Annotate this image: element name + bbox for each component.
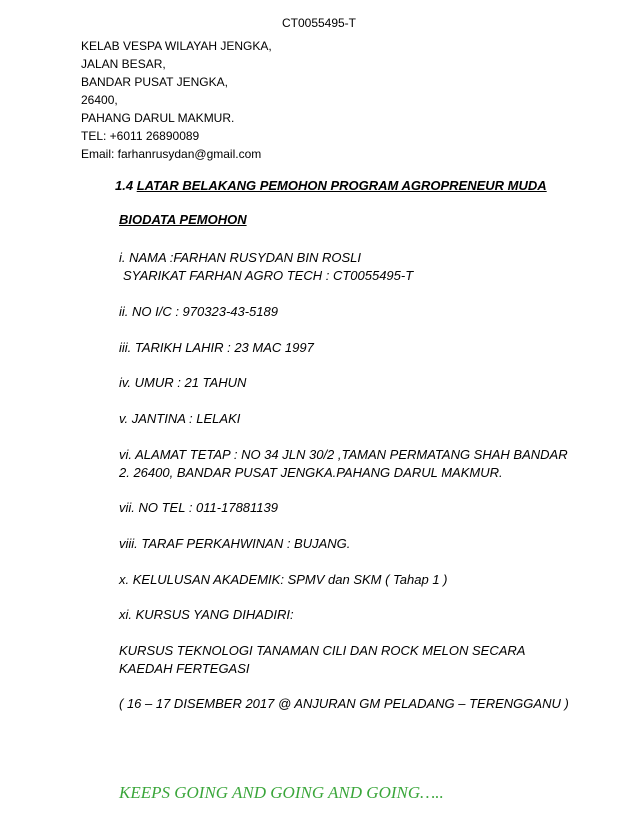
section-heading bbox=[115, 178, 547, 193]
section-title: LATAR BELAKANG PEMOHON PROGRAM AGROPRENEUR MUDA bbox=[136, 178, 547, 193]
footer-slogan: KEEPS GOING AND GOING AND GOING….. bbox=[119, 783, 444, 802]
course-line: KAEDAH FERTEGASI bbox=[119, 661, 250, 676]
letterhead-line: PAHANG DARUL MAKMUR. bbox=[81, 111, 235, 125]
biodata-course-item bbox=[119, 642, 525, 678]
letterhead-line: 26400, bbox=[81, 93, 118, 107]
name-line: i. NAMA :FARHAN RUSYDAN BIN ROSLI bbox=[119, 250, 361, 265]
biodata-courses-label: xi. KURSUS YANG DIHADIRI: bbox=[119, 607, 294, 622]
letterhead-email: Email: farhanrusydan@gmail.com bbox=[81, 147, 262, 161]
biodata-phone-item: vii. NO TEL : 011-17881139 bbox=[119, 500, 278, 515]
letterhead-line: TEL: +6011 26890089 bbox=[81, 129, 200, 143]
biodata-dob-item: iii. TARIKH LAHIR : 23 MAC 1997 bbox=[119, 340, 314, 355]
letterhead-line: KELAB VESPA WILAYAH JENGKA, bbox=[81, 39, 272, 53]
letterhead-line: JALAN BESAR, bbox=[81, 57, 166, 71]
biodata-marital-item: viii. TARAF PERKAHWINAN : BUJANG. bbox=[119, 536, 351, 551]
biodata-name-item bbox=[119, 249, 413, 285]
biodata-age-item: iv. UMUR : 21 TAHUN bbox=[119, 375, 247, 390]
biodata-gender-item: v. JANTINA : LELAKI bbox=[119, 411, 241, 426]
address-line: 2. 26400, BANDAR PUSAT JENGKA.PAHANG DARUL MAKMUR. bbox=[119, 465, 503, 480]
letterhead-line: BANDAR PUSAT JENGKA, bbox=[81, 75, 228, 89]
letterhead-address bbox=[81, 37, 272, 163]
address-line: vi. ALAMAT TETAP : NO 34 JLN 30/2 ,TAMAN PERMATANG SHAH BANDAR bbox=[119, 447, 568, 462]
biodata-course-date: ( 16 – 17 DISEMBER 2017 @ ANJURAN GM PELADANG – TERENGGANU ) bbox=[119, 696, 569, 711]
biodata-address-item bbox=[119, 446, 568, 482]
biodata-ic-item: ii. NO I/C : 970323-43-5189 bbox=[119, 304, 278, 319]
company-line: SYARIKAT FARHAN AGRO TECH : CT0055495-T bbox=[123, 268, 414, 283]
biodata-subheading: BIODATA PEMOHON bbox=[119, 212, 247, 227]
biodata-education-item: x. KELULUSAN AKADEMIK: SPMV dan SKM ( Tahap 1 ) bbox=[119, 572, 448, 587]
section-number: 1.4 bbox=[115, 178, 137, 193]
course-line: KURSUS TEKNOLOGI TANAMAN CILI DAN ROCK MELON SECARA bbox=[119, 643, 526, 658]
document-code: CT0055495-T bbox=[281, 16, 357, 30]
